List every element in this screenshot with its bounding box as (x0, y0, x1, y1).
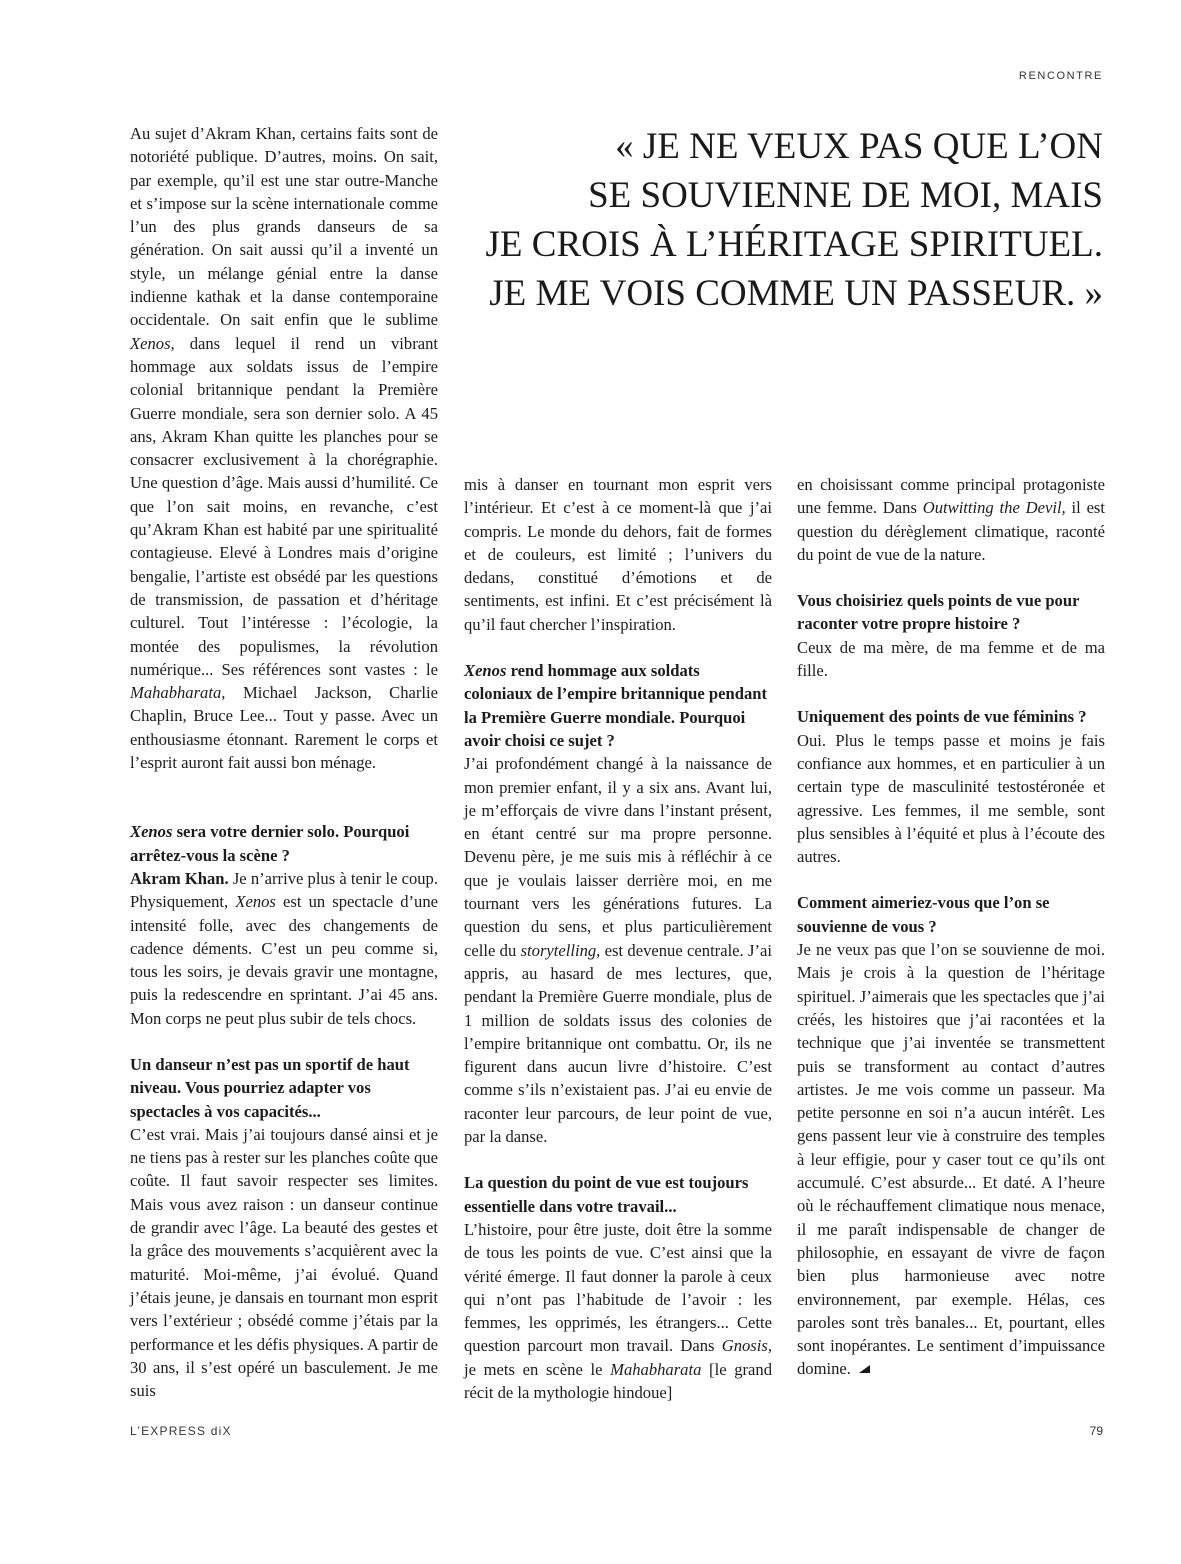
article-column-1 (130, 122, 438, 1402)
work-title: Xenos (235, 892, 276, 912)
speaker-name: Akram Khan. (130, 868, 229, 888)
magazine-name: L’EXPRESS diX (130, 1424, 232, 1438)
work-title: Xenos, (130, 333, 175, 353)
work-title: Xenos (130, 822, 173, 842)
interview-answer (464, 1218, 772, 1404)
answer-text: J’ai profondément changé à la naissance de mon premier enfant, il y a six ans. Avant lui, je m’efforçais de vivre dans l’instant présent, en étant centré sur ma propre personne. Devenu père, je me suis mis à réfléchir à ce que je voulais laisser derrière moi, en me tournant vers les générations futures. La question du sens, et plus particulièrement celle du (464, 754, 772, 960)
question-text: sera votre dernier solo. Pourquoi arrêtez-vous la scène ? (130, 822, 410, 865)
page-number: 79 (1089, 1424, 1103, 1438)
answer-text: [le grand récit de la mythologie hindoue] (464, 1359, 772, 1402)
interview-answer (130, 867, 438, 1030)
interview-answer: Oui. Plus le temps passe et moins je fais confiance aux hommes, et en particulier à un certain type de masculinité testostéronée et agressive. Les femmes, il me semble, sont plus sensibles à l’équité et plus à l’écoute des autres. (797, 730, 1105, 867)
pull-quote-line: JE ME VOIS COMME UN PASSEUR. » (489, 273, 1103, 314)
end-mark-icon (859, 1365, 870, 1373)
interview-answer: C’est vrai. Mais j’ai toujours dansé ainsi et je ne tiens pas à rester sur les planches coûte que coûte. Il faut savoir respecter ses limites. Mais vous avez raison : un danseur continue de grandir avec l’âge. La beauté des gestes et la grâce des mouvements s’acquièrent avec la maturité. Moi-même, j’ai évolué. Quand j’étais jeune, je dansais en tournant mon esprit vers l’extérieur ; obsédé comme j’étais par la performance et les défis physiques. A partir de 30 ans, il s’est opéré un basculement. Je me suis (130, 1124, 438, 1401)
intro-text: Michael Jackson, Charlie Chaplin, Bruce Lee... Tout y passe. Avec un enthousiasme étonnant. Rarement le corps et l’esprit auront fait aussi bon ménage. (130, 683, 438, 773)
work-title: Gnosis, (721, 1336, 772, 1356)
section-label: RENCONTRE (1018, 70, 1103, 82)
answer-text: Je n’arrive plus à tenir le coup. Physiquement, (130, 868, 438, 912)
question-text: rend hommage aux soldats coloniaux de l’empire britannique pendant la Première Guerre mondiale. Pourquoi avoir choisi ce sujet ? (464, 661, 768, 750)
emphasis-term: storytelling, (520, 940, 601, 960)
pull-quote (443, 122, 1103, 318)
interview-question: La question du point de vue est toujours essentielle dans votre travail... (464, 1173, 749, 1216)
interview-question: Un danseur n’est pas un sportif de haut niveau. Vous pourriez adapter vos spectacles à vos capacités... (130, 1054, 410, 1121)
interview-answer (797, 473, 1105, 566)
work-title: Mahabharata (610, 1359, 702, 1379)
answer-text: est un spectacle d’une intensité folle, avec des changements de cadence déments. C’est un peu comme si, tous les soirs, je devais gravir une montagne, puis la redescendre en sprintant. J’ai 45 ans. Mon corps ne peut plus subir de tels chocs. (130, 892, 439, 1028)
answer-text: est devenue centrale. J’ai appris, au hasard de mes lectures, que, pendant la Première Guerre mondiale, plus de 1 million de soldats issus des colonies de l’empire britannique ont combattu. Or, ils ne figurent dans aucun livre d’histoire. C’est comme s’ils n’existaient pas. J’ai eu envie de raconter leur parcours, de leur point de vue, par la danse. (464, 940, 772, 1147)
interview-question (130, 820, 438, 867)
article-column-2 (464, 473, 772, 1404)
answer-text: Je ne veux pas que l’on se souvienne de moi. Mais je crois à la question de l’héritage spirituel. J’aimerais que les spectacles que j’ai créés, les histoires que j’ai racontées et la technique que j’ai inventée se transmettent puis se transforment au contact d’autres artistes. Je me vois comme un passeur. Ma petite personne en soi n’a aucun intérêt. Les gens passent leur vie à construire des temples à leur effigie, pour y caser tout ce qu’ils ont accumulé. C’est absurde... Et daté. A l’heure où le réchauffement climatique nous menace, il me paraît indispensable de changer de philosophie, en essayant de vivre de façon bien plus harmonieuse avec notre environnement, par exemple. Hélas, ces paroles sont très banales... Et, pourtant, elles sont inopérantes. Le sentiment d’impuissance domine. (797, 940, 1105, 1379)
intro-paragraph (130, 122, 438, 774)
intro-text: Au sujet d’Akram Khan, certains faits sont de notoriété publique. D’autres, moins. On sait, par exemple, qu’il est une star outre-Manche et s’impose sur la scène internationale comme l’un des plus grands danseurs de sa génération. On sait aussi qu’il a inventé un style, un mélange génial entre la danse indienne kathak et la danse contemporaine occidentale. On sait enfin que le sublime (130, 124, 438, 330)
pull-quote-line: JE CROIS À L’HÉRITAGE SPIRITUEL. (485, 224, 1103, 265)
article-column-3 (797, 473, 1105, 1381)
work-title: Xenos (464, 661, 507, 681)
interview-question: Uniquement des points de vue féminins ? (797, 707, 1087, 727)
work-title: Mahabharata, (130, 683, 226, 703)
interview-answer: Ceux de ma mère, de ma femme et de ma fille. (797, 637, 1105, 681)
interview-answer: mis à danser en tournant mon esprit vers l’intérieur. Et c’est à ce moment-là que j’ai compris. Le monde du dehors, fait de formes et de couleurs, est limité ; l’univers du dedans, constitué d’émotions et de sentiments, est infini. Et c’est précisément là qu’il faut chercher l’inspiration. (464, 475, 772, 634)
pull-quote-line: « JE NE VEUX PAS QUE L’ON (615, 126, 1103, 167)
answer-text: L’histoire, pour être juste, doit être la somme de tous les points de vue. C’est ainsi que la vérité émerge. Il faut donner la parole à ceux qui n’ont pas l’habitude de l’avoir : les femmes, les opprimés, les étrangers... Cette question parcourt mon travail. Dans (464, 1219, 772, 1356)
interview-question: Vous choisiriez quels points de vue pour raconter votre propre histoire ? (797, 591, 1080, 634)
answer-text: en choisissant comme principal protagoniste une femme. Dans (797, 475, 1105, 518)
interview-question: Comment aimeriez-vous que l’on se souvienne de vous ? (797, 893, 1050, 936)
pull-quote-line: SE SOUVIENNE DE MOI, MAIS (588, 175, 1103, 216)
work-title: Outwitting the Devil, (922, 498, 1066, 518)
interview-answer (464, 752, 772, 1148)
intro-text: dans lequel il rend un vibrant hommage aux soldats issus de l’empire colonial britannique pendant la Première Guerre mondiale, sera son dernier solo. A 45 ans, Akram Khan quitte les planches pour se consacrer exclusivement à la chorégraphie. Une question d’âge. Mais aussi d’humilité. Ce que l’on sait moins, en revanche, c’est qu’Akram Khan est habité par une spiritualité contagieuse. Elevé à Londres mais d’origine bengalie, l’artiste est obsédé par les questions de transmission, de passation et d’héritage culturel. Tout l’intéresse : l’écologie, la montée des populismes, la révolution numérique... Ses références sont vastes : le (130, 333, 438, 679)
interview-question (464, 659, 772, 752)
answer-text: je mets en scène le (464, 1359, 611, 1379)
interview-answer (797, 938, 1105, 1381)
answer-text: il est question du dérèglement climatique, raconté du point de vue de la nature. (797, 498, 1105, 564)
